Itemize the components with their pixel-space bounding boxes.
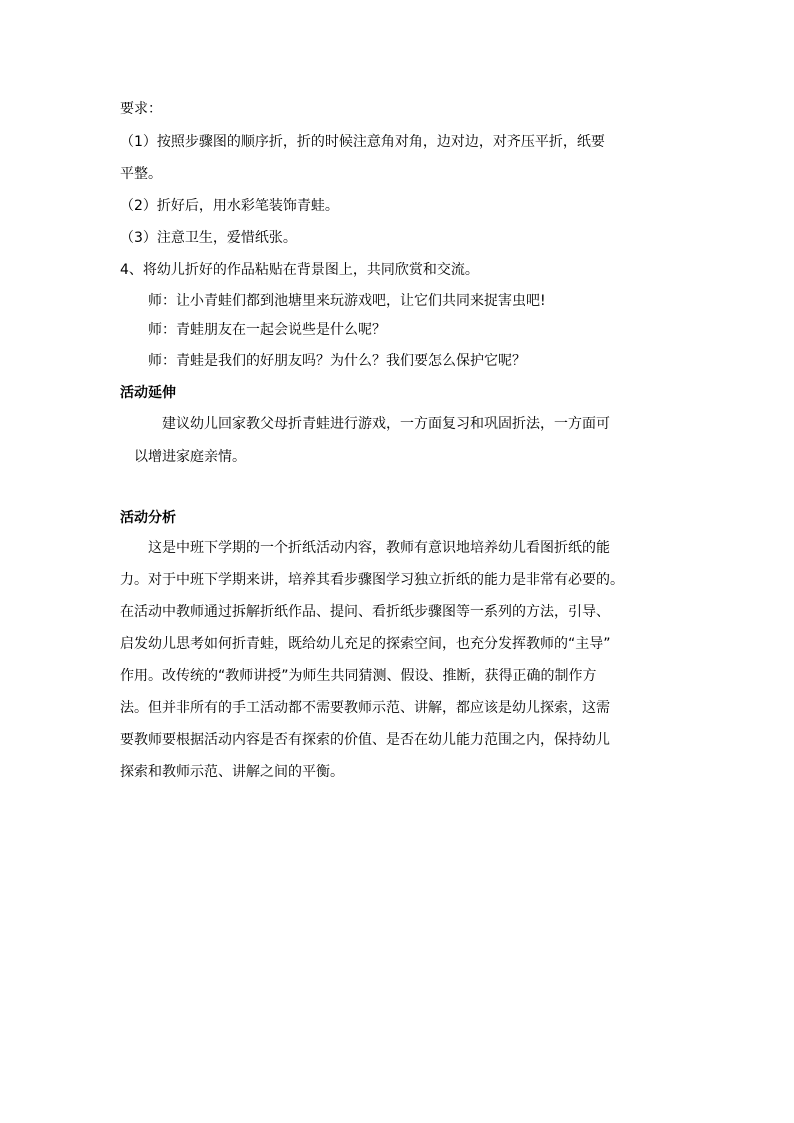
- teacher-line: 师：让小青蛙们都到池塘里来玩游戏吧，让它们共同来捉害虫吧!: [148, 293, 546, 309]
- requirement-item-3: （3）注意卫生，爱惜纸张。: [120, 230, 297, 246]
- analysis-paragraph-line: 探索和教师示范、讲解之间的平衡。: [120, 764, 344, 780]
- analysis-paragraph-line: 要教师要根据活动内容是否有探索的价值、是否在幼儿能力范围之内，保持幼儿: [120, 732, 610, 748]
- extension-paragraph-line: 以增进家庭亲情。: [134, 449, 246, 465]
- requirement-item-1: （1）按照步骤图的顺序折，折的时候注意角对角，边对边，对齐压平折，纸要: [120, 134, 605, 150]
- teacher-line: 师：青蛙朋友在一起会说些是什么呢？: [148, 322, 386, 338]
- teacher-line: 师：青蛙是我们的好朋友吗？为什么？我们要怎么保护它呢？: [148, 353, 526, 369]
- analysis-paragraph-line: 法。但并非所有的手工活动都不需要教师示范、讲解，都应该是幼儿探索，这需: [120, 700, 610, 716]
- step-4-text: 4、将幼儿折好的作品粘贴在背景图上，共同欣赏和交流。: [120, 262, 479, 278]
- requirements-heading: 要求：: [120, 101, 162, 117]
- requirement-item-2: （2）折好后，用水彩笔装饰青蛙。: [120, 198, 339, 214]
- analysis-paragraph-line: 这是中班下学期的一个折纸活动内容，教师有意识地培养幼儿看图折纸的能: [148, 540, 610, 556]
- analysis-paragraph-line: 在活动中教师通过拆解折纸作品、提问、看折纸步骤图等一系列的方法，引导、: [120, 604, 610, 620]
- analysis-paragraph-line: 作用。改传统的“教师讲授”为师生共同猜测、假设、推断，获得正确的制作方: [120, 668, 597, 684]
- analysis-paragraph-line: 力。对于中班下学期来讲，培养其看步骤图学习独立折纸的能力是非常有必要的。: [120, 572, 624, 588]
- analysis-paragraph-line: 启发幼儿思考如何折青蛙，既给幼儿充足的探索空间，也充分发挥教师的“主导”: [120, 636, 611, 652]
- extension-paragraph-line: 建议幼儿回家教父母折青蛙进行游戏，一方面复习和巩固折法，一方面可: [162, 416, 610, 432]
- extension-heading: 活动延伸: [120, 385, 176, 401]
- analysis-heading: 活动分析: [120, 510, 176, 526]
- requirement-item-1-continued: 平整。: [120, 166, 162, 182]
